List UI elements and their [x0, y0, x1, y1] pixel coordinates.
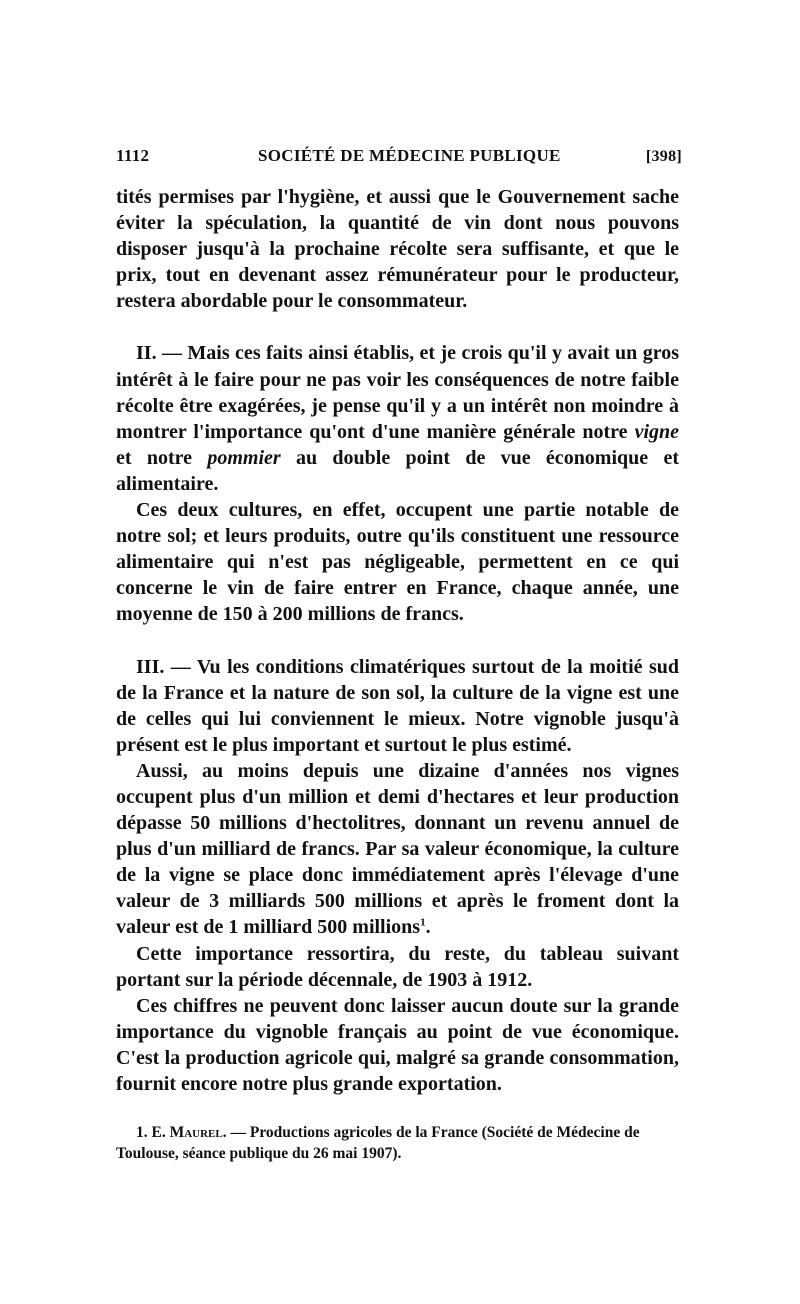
- paragraph-aussi: [116, 758, 679, 941]
- paragraph-cultures: Ces deux cultures, en effet, occupent une partie notable de notre sol; et leurs produits, outre qu'ils constituent une ressource alimentaire qui n'est pas négligeable, permettent en ce qui concerne le vin de faire entrer en France, chaque année, une moyenne de 150 à 200 millions de francs.: [116, 499, 679, 626]
- italic-vigne: vigne: [634, 420, 679, 443]
- paragraph-section-iii: III. — Vu les conditions climatériques surtout de la moitié sud de la France et la nature de son sol, la culture de la vigne est une de celles qui lui conviennent le mieux. Notre vignoble jusqu'à présent est le plus important et surtout le plus estimé.: [116, 655, 679, 756]
- footnote: [116, 1122, 686, 1164]
- running-title: SOCIÉTÉ DE MÉDECINE PUBLIQUE: [258, 146, 561, 165]
- aussi-text: Aussi, au moins depuis une dizaine d'années nos vignes occupent plus d'un million et demi d'hectares et leur production dépasse 50 millions d'hectolitres, donnant un revenu annuel de plus d'un milliard de francs. Par sa valeur économique, la culture de la vigne se place donc immédiatement après l'élevage d'une valeur de 3 milliards 500 millions et après le froment dont la valeur est de 1 milliard 500 millions: [116, 759, 679, 939]
- section-ii-text-b: et notre: [116, 446, 193, 469]
- paragraph-importance: Cette importance ressortira, du reste, du tableau suivant portant sur la période décennale, de 1903 à 1912.: [116, 942, 679, 991]
- section-ii-text-a: II. — Mais ces faits ainsi établis, et je crois qu'il y avait un gros intérêt à le faire pour ne pas voir les conséquences de notre faible récolte être exagérées, je pense qu'il y a un intérêt non moindre à montrer l'importance qu'ont d'une manière générale notre: [116, 342, 679, 443]
- footnote-author: E. Maurel.: [151, 1124, 227, 1141]
- bracket-page-number: [398]: [645, 148, 682, 165]
- footnote-number: 1.: [136, 1124, 148, 1141]
- aussi-end: .: [425, 916, 431, 939]
- section-ii-text-c: au double point de vue économique et alimentaire.: [116, 446, 679, 495]
- footnote-text: — Productions agricoles de la France (Société de Médecine de Toulouse, séance publique du 26 mai 1907).: [116, 1124, 640, 1162]
- paragraph-chiffres: Ces chiffres ne peuvent donc laisser aucun doute sur la grande importance du vignoble français au point de vue économique. C'est la production agricole qui, malgré sa grande consommation, fournit encore notre plus grande exportation.: [116, 994, 679, 1095]
- page-number: 1112: [116, 146, 150, 165]
- running-header: [116, 146, 682, 170]
- main-text: [116, 184, 679, 1097]
- footnote-reference[interactable]: 1: [420, 916, 426, 929]
- italic-pommier: pommier: [207, 446, 281, 469]
- paragraph-section-ii: [116, 340, 679, 497]
- paragraph-continuation: tités permises par l'hygiène, et aussi que le Gouvernement sache éviter la spéculation, la quantité de vin dont nous pouvons disposer jusqu'à la prochaine récolte sera suffisante, et que le prix, tout en devenant assez rémunérateur pour le producteur, restera abordable pour le consommateur.: [116, 186, 679, 313]
